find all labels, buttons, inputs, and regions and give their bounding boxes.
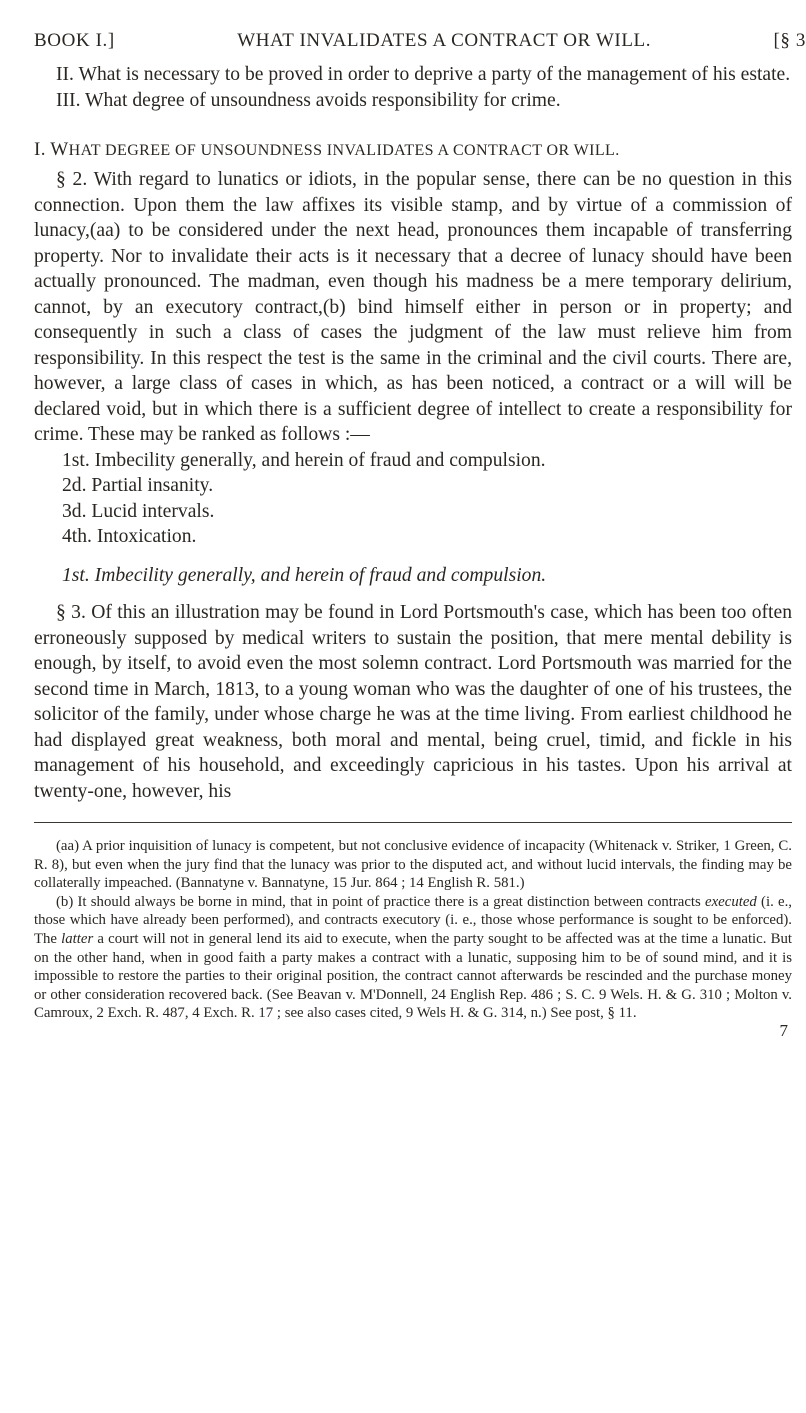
list-item: 1st. Imbecility generally, and herein of fraud and compulsion. xyxy=(62,449,546,471)
list-item: 2d. Partial insanity. xyxy=(62,475,214,496)
section-heading xyxy=(34,139,792,161)
footnote-rule xyxy=(34,822,792,823)
footnote-b-italic: executed xyxy=(705,893,757,910)
running-head-book: BOOK I.] xyxy=(34,30,115,51)
section-3-paragraph: § 3. Of this an illustration may be found in Lord Portsmouth's case, which has been too often erroneously supposed by medical writers to sustain the position, that mere mental debility is enough, by itself, to avoid even the most solemn contract. Lord Portsmouth was married for the second time in March, 1813, to a young woman who was the daughter of one of his trustees, the solicitor of the family, under whose charge he was at the time living. From earliest childhood he had displayed great weakness, both moral and mental, being cruel, timid, and fickle in his management of his household, and exceedingly capricious in his tastes. Upon his arrival at twenty-one, however, his xyxy=(34,602,792,802)
section-heading-text: HAT DEGREE OF UNSOUNDNESS INVALIDATES A CONTRACT OR WILL. xyxy=(68,142,620,159)
footnote-b-italic: latter xyxy=(61,930,94,947)
running-head xyxy=(34,30,806,60)
running-head-section: [§ 3 xyxy=(773,30,806,51)
running-head-title: WHAT INVALIDATES A CONTRACT OR WILL. xyxy=(237,30,652,51)
footnotes xyxy=(34,837,792,1023)
page-number: 7 xyxy=(779,1020,788,1040)
intro-item-ii: II. What is necessary to be proved in order to deprive a party of the management of his estate. xyxy=(56,64,791,85)
page xyxy=(34,30,806,1041)
subheading-text: 1st. Imbecility generally, and herein of fraud and compulsion. xyxy=(62,564,547,586)
intro-item-iii: III. What degree of unsoundness avoids responsibility for crime. xyxy=(56,89,561,111)
list-item: 3d. Lucid intervals. xyxy=(62,500,215,522)
section-heading-initial: W xyxy=(50,139,69,160)
subheading xyxy=(34,563,792,589)
section-heading-numeral: I. xyxy=(34,139,46,160)
footnote-aa: (aa) A prior inquisition of lunacy is competent, but not conclusive evidence of incapacity (Whitenack v. Striker, 1 Green, C. R. 8), but even when the jury find that the lunacy was prior to the disputed act, and without lucid intervals, the finding may be collaterally impeached. (Bannatyne v. Bannatyne, 15 Jur. 864 ; 14 English R. 581.) xyxy=(34,838,792,892)
footnote-b xyxy=(34,893,792,1023)
list-item: 4th. Intoxication. xyxy=(62,526,197,547)
footnote-b-text: (i. e., those which have already been performed), and contracts executory (i. e., those whose performance is sought to be enforced). The xyxy=(34,893,792,947)
section-2-paragraph: § 2. With regard to lunatics or idiots, in the popular sense, there can be no question in this connection. Upon them the law affixes its visible stamp, and by virtue of a commission of lunacy,(aa) to be considered under the next head, pronounces them incapable of transferring property. Nor to invalidate their acts is it necessary that a decree of lunacy should have been actually pronounced. The madman, even though his madness be a mere temporary delirium, cannot, by an executory contract,(b) bind himself either in person or in property; and consequently in such a class of cases the judgment of the law must relieve him from responsibility. In this respect the test is the same in the criminal and the civil courts. There are, however, a large class of cases in which, as has been noticed, a contract or a will will be declared void, but in which there is a sufficient degree of intellect to create a responsibility for crime. These may be ranked as follows :— xyxy=(34,169,792,445)
footnote-b-text: (b) It should always be borne in mind, that in point of practice there is a great distinction between contracts xyxy=(56,893,706,910)
footnote-b-text: a court will not in general lend its aid to execute, when the party sought to be affected was at the time a lunatic. But on the other hand, when in good faith a party makes a contract with a lunatic, supposing him to be of sound mind, and it is impossible to restore the parties to their original position, the contract cannot afterwards be rescinded and the purchase money or other consideration recovered back. (See Beavan v. M'Donnell, 24 English Rep. 486 ; S. C. 9 Wels. H. & G. 310 ; Molton v. Camroux, 2 Exch. R. 487, 4 Exch. R. 17 ; see also cases cited, 9 Wels H. & G. 314, n.) See post, § 11. xyxy=(34,930,792,1022)
